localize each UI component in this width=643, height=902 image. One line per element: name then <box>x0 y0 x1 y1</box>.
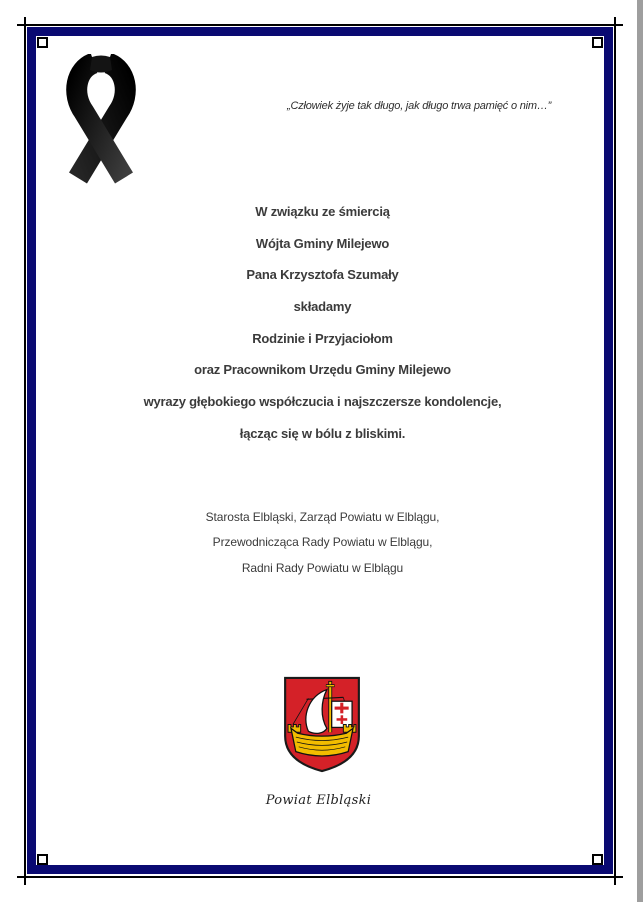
coat-of-arms-image <box>283 676 361 773</box>
condolence-text <box>4 196 641 450</box>
condolence-line: wyrazy głębokiego współczucia i najszczersze kondolencje, <box>143 394 502 410</box>
signature-line: Starosta Elbląski, Zarząd Powiatu w Elblągu, <box>205 510 440 524</box>
condolence-line: składamy <box>293 299 352 315</box>
condolence-line: W związku ze śmiercią <box>255 204 390 219</box>
crest-caption: Powiat Elbląski <box>265 793 372 808</box>
condolence-line: Rodzinie i Przyjaciołom <box>252 330 393 346</box>
memorial-quote: „Człowiek żyje tak długo, jak długo trwa pamięć o nim…” <box>287 100 552 112</box>
signature-line: Radni Rady Powiatu w Elblągu <box>241 560 404 575</box>
mourning-ribbon-icon <box>52 54 150 185</box>
mourning-ribbon-image <box>52 54 150 185</box>
window-edge-strip <box>637 0 643 902</box>
condolence-line: łącząc się w bólu z bliskimi. <box>239 425 406 441</box>
condolence-line: oraz Pracownikom Urzędu Gminy Milejewo <box>194 362 451 378</box>
signature-block <box>4 505 641 581</box>
signature-line: Przewodnicząca Rady Powiatu w Elblągu, <box>212 535 433 550</box>
coat-of-arms-icon <box>283 676 361 773</box>
condolence-line: Wójta Gminy Milejewo <box>255 235 390 251</box>
condolence-line: Pana Krzysztofa Szumały <box>246 267 399 283</box>
